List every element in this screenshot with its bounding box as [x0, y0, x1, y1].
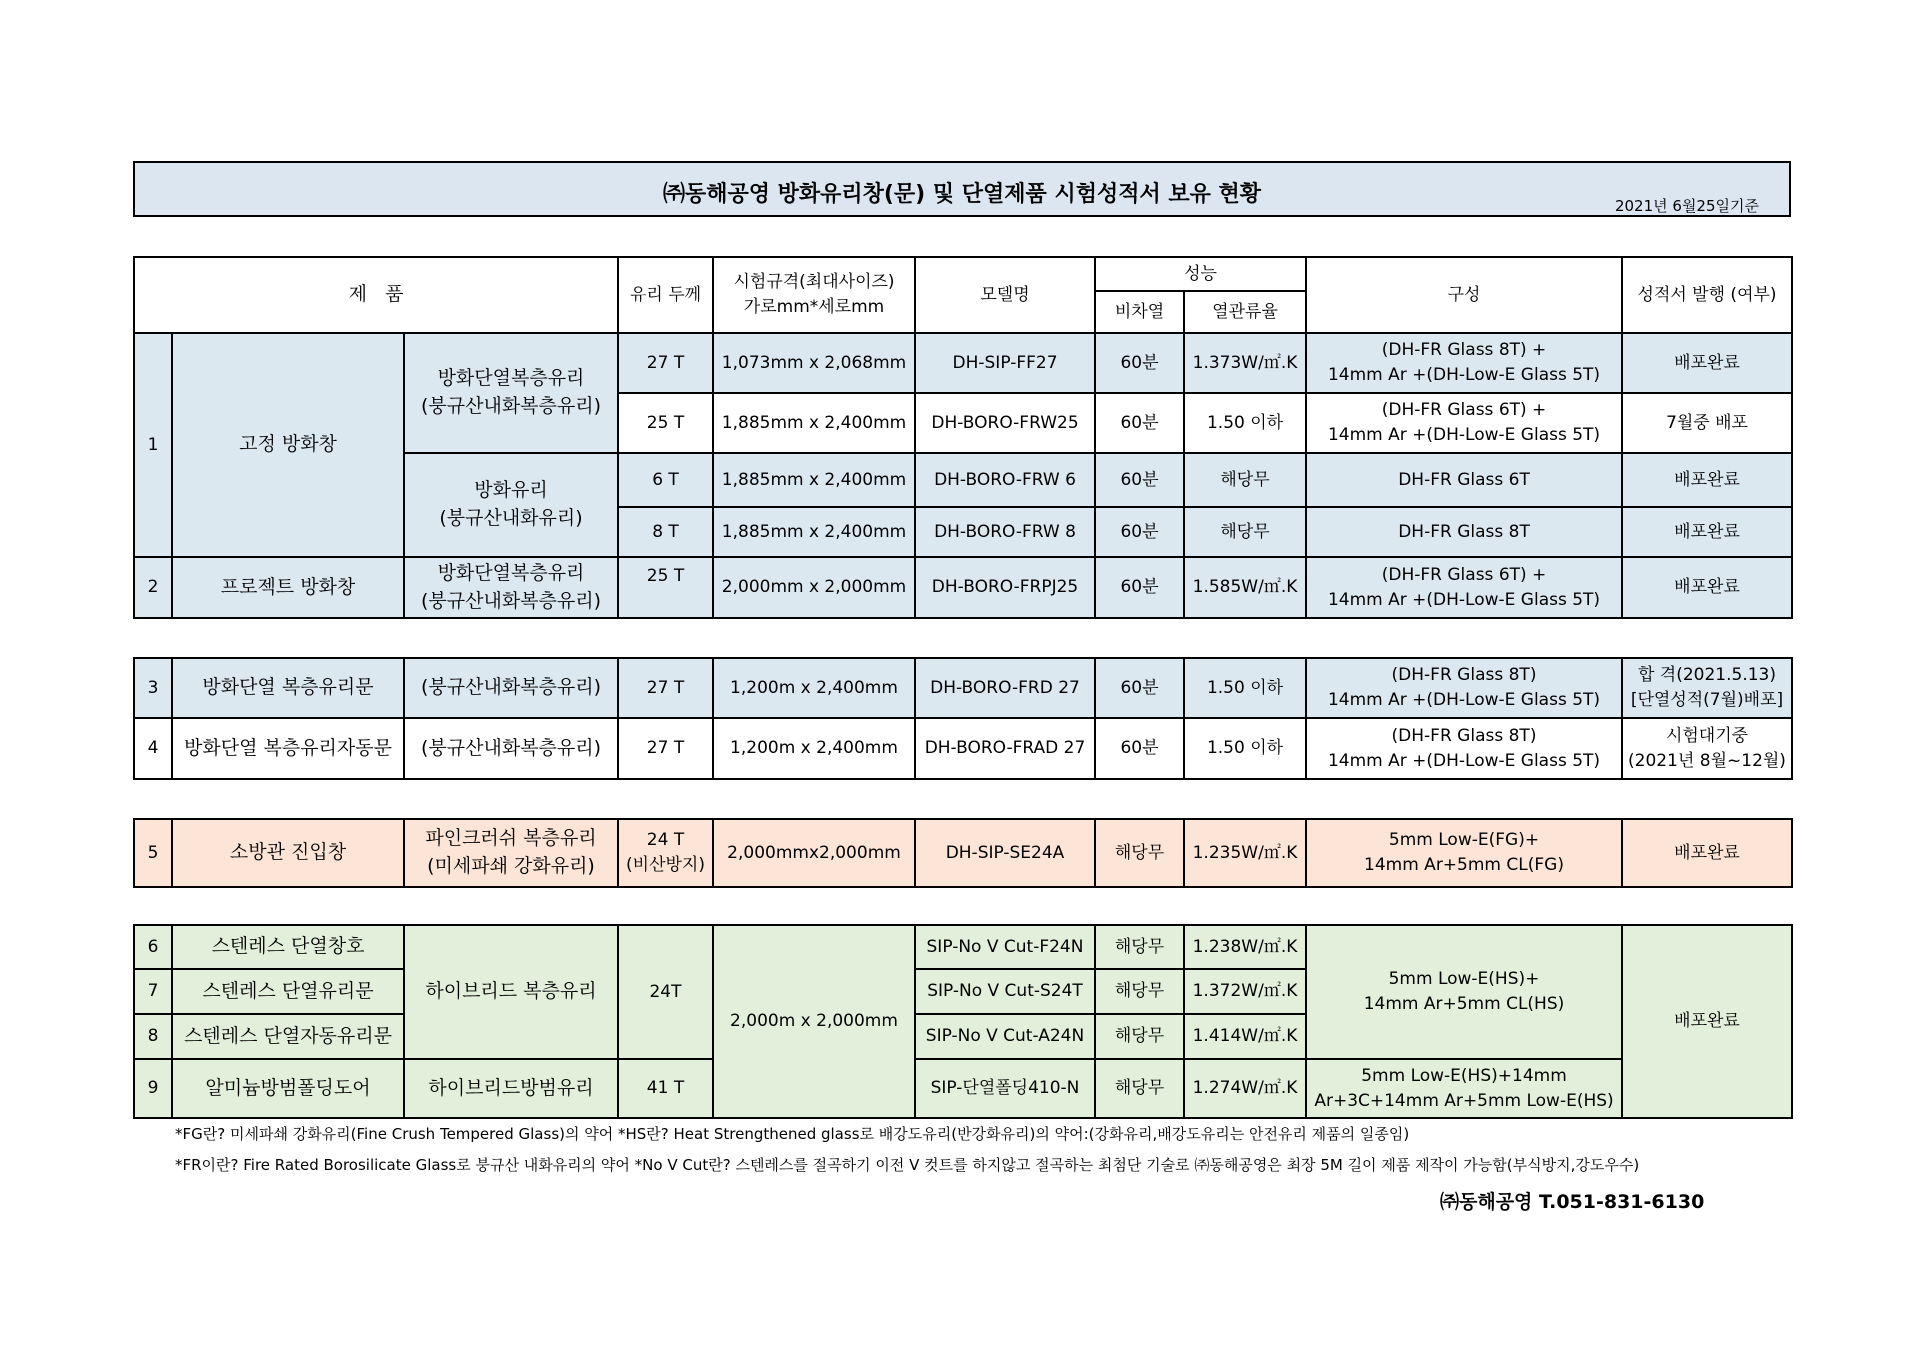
row-number: 6 — [134, 925, 172, 969]
header-model: 모델명 — [915, 257, 1095, 333]
page-title: ㈜동해공영 방화유리창(문) 및 단열제품 시험성적서 보유 현황 — [662, 182, 1262, 207]
u-value: 1.238W/㎡.K — [1184, 925, 1306, 969]
u-value: 1.372W/㎡.K — [1184, 969, 1306, 1014]
composition: (DH-FR Glass 6T) + 14mm Ar +(DH-Low-E Glass 5T) — [1306, 557, 1622, 618]
composition: 5mm Low-E(HS)+14mm Ar+3C+14mm Ar+5mm Low-E(HS) — [1306, 1059, 1622, 1118]
test-spec: 2,000m x 2,000mm — [713, 925, 915, 1118]
fire-rating: 60분 — [1095, 718, 1184, 779]
test-spec: 2,000mmx2,000mm — [713, 819, 915, 887]
glass-thickness: 27 T — [618, 718, 713, 779]
fire-rating: 60분 — [1095, 453, 1184, 507]
composition: DH-FR Glass 8T — [1306, 507, 1622, 557]
product-name: 스텐레스 단열유리문 — [172, 969, 404, 1014]
fire-rating: 60분 — [1095, 507, 1184, 557]
model-name: DH-BORO-FRW 8 — [915, 507, 1095, 557]
model-name: DH-BORO-FRAD 27 — [915, 718, 1095, 779]
composition: (DH-FR Glass 8T) 14mm Ar +(DH-Low-E Glass 5T) — [1306, 658, 1622, 718]
u-value: 해당무 — [1184, 507, 1306, 557]
glass-thickness: 27 T — [618, 333, 713, 393]
test-spec: 1,885mm x 2,400mm — [713, 393, 915, 453]
glass-thickness: 6 T — [618, 453, 713, 507]
footnote: *FG란? 미세파쇄 강화유리(Fine Crush Tempered Glass)의 약어 *HS란? Heat Strengthened glass로 배강도유리(반강화유리)의 약어:(강화유리,배강도유리는 안전유리 제품의 일종임) — [175, 1125, 1410, 1143]
header-performance: 성능 — [1095, 257, 1306, 291]
composition: 5mm Low-E(HS)+ 14mm Ar+5mm CL(HS) — [1306, 925, 1622, 1059]
model-name: SIP-No V Cut-A24N — [915, 1014, 1095, 1059]
row-number: 1 — [134, 333, 172, 557]
fire-rating: 해당무 — [1095, 969, 1184, 1014]
fire-rating: 해당무 — [1095, 819, 1184, 887]
report-status: 배포완료 — [1622, 925, 1792, 1118]
glass-type: 방화유리 (붕규산내화유리) — [404, 453, 618, 557]
composition: (DH-FR Glass 8T) + 14mm Ar +(DH-Low-E Glass 5T) — [1306, 333, 1622, 393]
model-name: DH-SIP-FF27 — [915, 333, 1095, 393]
glass-type: (붕규산내화복층유리) — [404, 718, 618, 779]
date-basis: 2021년 6월25일기준 — [1614, 197, 1759, 215]
header-thickness: 유리 두께 — [618, 257, 713, 333]
model-name: SIP-단열폴딩410-N — [915, 1059, 1095, 1118]
product-name: 스텐레스 단열창호 — [172, 925, 404, 969]
row-number: 3 — [134, 658, 172, 718]
glass-type: 방화단열복층유리 (붕규산내화복층유리) — [404, 557, 618, 618]
model-name: DH-SIP-SE24A — [915, 819, 1095, 887]
glass-thickness: 24T — [618, 925, 713, 1059]
u-value: 1.50 이하 — [1184, 718, 1306, 779]
composition: 5mm Low-E(FG)+ 14mm Ar+5mm CL(FG) — [1306, 819, 1622, 887]
row-number: 7 — [134, 969, 172, 1014]
table-fire-doors — [133, 657, 1793, 780]
model-name: DH-BORO-FRW25 — [915, 393, 1095, 453]
glass-thickness: 24 T (비산방지) — [618, 819, 713, 887]
header-thermal: 열관류율 — [1184, 291, 1306, 333]
fire-rating: 해당무 — [1095, 1014, 1184, 1059]
composition: DH-FR Glass 6T — [1306, 453, 1622, 507]
test-spec: 1,200m x 2,400mm — [713, 658, 915, 718]
fire-rating: 해당무 — [1095, 925, 1184, 969]
glass-type: 방화단열복층유리 (붕규산내화복층유리) — [404, 333, 618, 453]
u-value: 1.50 이하 — [1184, 393, 1306, 453]
model-name: DH-BORO-FRPJ25 — [915, 557, 1095, 618]
model-name: DH-BORO-FRD 27 — [915, 658, 1095, 718]
glass-thickness: 25 T — [618, 557, 713, 618]
row-number: 9 — [134, 1059, 172, 1118]
u-value: 1.414W/㎡.K — [1184, 1014, 1306, 1059]
report-status: 배포완료 — [1622, 333, 1792, 393]
fire-rating: 60분 — [1095, 393, 1184, 453]
fire-rating: 60분 — [1095, 333, 1184, 393]
table-stainless-products — [133, 924, 1793, 1119]
u-value: 1.235W/㎡.K — [1184, 819, 1306, 887]
glass-type: 하이브리드방범유리 — [404, 1059, 618, 1118]
fire-rating: 60분 — [1095, 658, 1184, 718]
product-name: 소방관 진입창 — [172, 819, 404, 887]
report-status: 배포완료 — [1622, 819, 1792, 887]
header-test-spec: 시험규격(최대사이즈) 가로mm*세로mm — [713, 257, 915, 333]
report-status: 7월중 배포 — [1622, 393, 1792, 453]
glass-thickness: 27 T — [618, 658, 713, 718]
test-spec: 1,200m x 2,400mm — [713, 718, 915, 779]
header-composition: 구성 — [1306, 257, 1622, 333]
row-number: 8 — [134, 1014, 172, 1059]
header-product: 제 품 — [134, 257, 618, 333]
model-name: SIP-No V Cut-S24T — [915, 969, 1095, 1014]
glass-type: 파인크러쉬 복층유리 (미세파쇄 강화유리) — [404, 819, 618, 887]
test-spec: 1,885mm x 2,400mm — [713, 453, 915, 507]
test-spec: 1,885mm x 2,400mm — [713, 507, 915, 557]
product-name: 방화단열 복층유리자동문 — [172, 718, 404, 779]
report-status: 시험대기중 (2021년 8월~12월) — [1622, 718, 1792, 779]
test-spec: 2,000mm x 2,000mm — [713, 557, 915, 618]
product-name: 프로젝트 방화창 — [172, 557, 404, 618]
fire-rating: 해당무 — [1095, 1059, 1184, 1118]
row-number: 4 — [134, 718, 172, 779]
title-box — [133, 161, 1791, 217]
glass-thickness: 25 T — [618, 393, 713, 453]
row-number: 5 — [134, 819, 172, 887]
header-non-insulation: 비차열 — [1095, 291, 1184, 333]
glass-type: (붕규산내화복층유리) — [404, 658, 618, 718]
composition: (DH-FR Glass 6T) + 14mm Ar +(DH-Low-E Glass 5T) — [1306, 393, 1622, 453]
fire-rating: 60분 — [1095, 557, 1184, 618]
u-value: 1.373W/㎡.K — [1184, 333, 1306, 393]
report-status: 배포완료 — [1622, 453, 1792, 507]
product-name: 스텐레스 단열자동유리문 — [172, 1014, 404, 1059]
u-value: 1.585W/㎡.K — [1184, 557, 1306, 618]
footnote: *FR이란? Fire Rated Borosilicate Glass로 붕규산 내화유리의 약어 *No V Cut란? 스텐레스를 절곡하기 이전 V 컷트를 하지않고 절곡하는 최첨단 기술로 ㈜동해공영은 최장 5M 길이 제품 제작이 가능함(부식방지,강도우수) — [175, 1156, 1640, 1174]
u-value: 1.274W/㎡.K — [1184, 1059, 1306, 1118]
test-spec: 1,073mm x 2,068mm — [713, 333, 915, 393]
table-fixed-windows — [133, 256, 1793, 619]
report-status: 배포완료 — [1622, 557, 1792, 618]
product-name: 방화단열 복층유리문 — [172, 658, 404, 718]
product-name: 알미늄방범폴딩도어 — [172, 1059, 404, 1118]
report-status: 배포완료 — [1622, 507, 1792, 557]
header-report: 성적서 발행 (여부) — [1622, 257, 1792, 333]
u-value: 해당무 — [1184, 453, 1306, 507]
product-name: 고정 방화창 — [172, 333, 404, 557]
report-status: 합 격(2021.5.13) [단열성적(7월)배포] — [1622, 658, 1792, 718]
contact-info: ㈜동해공영 T.051-831-6130 — [1440, 1191, 1705, 1213]
model-name: DH-BORO-FRW 6 — [915, 453, 1095, 507]
composition: (DH-FR Glass 8T) 14mm Ar +(DH-Low-E Glass 5T) — [1306, 718, 1622, 779]
glass-thickness: 8 T — [618, 507, 713, 557]
model-name: SIP-No V Cut-F24N — [915, 925, 1095, 969]
glass-thickness: 41 T — [618, 1059, 713, 1118]
u-value: 1.50 이하 — [1184, 658, 1306, 718]
glass-type: 하이브리드 복층유리 — [404, 925, 618, 1059]
table-firefighter-window — [133, 818, 1793, 888]
row-number: 2 — [134, 557, 172, 618]
